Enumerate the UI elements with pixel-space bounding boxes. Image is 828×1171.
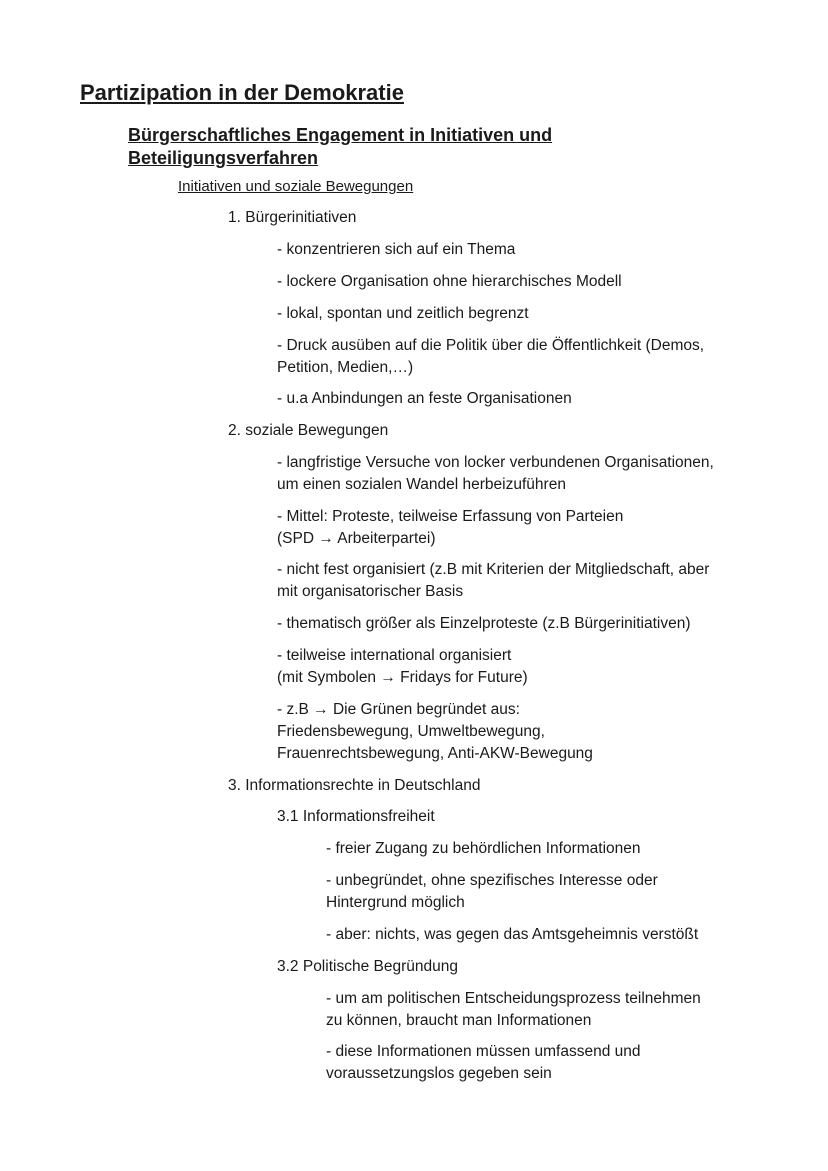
section-subtitle: Initiativen und soziale Bewegungen xyxy=(178,178,414,195)
list-item-continued: voraussetzungslos gegeben sein xyxy=(326,1065,552,1082)
list-item-continued: mit organisatorischer Basis xyxy=(277,583,464,600)
sublist-heading: 3.2 Politische Begründung xyxy=(277,958,458,975)
list-item: - teilweise international organisiert xyxy=(277,647,512,664)
list-item: - Mittel: Proteste, teilweise Erfassung von Parteien xyxy=(277,508,624,525)
section-title-line: Beteiligungsverfahren xyxy=(128,148,319,168)
list-item-continued: Petition, Medien,…) xyxy=(277,359,414,376)
list-heading: 3. Informationsrechte in Deutschland xyxy=(228,777,481,794)
sublist-heading: 3.1 Informationsfreiheit xyxy=(277,808,435,825)
list-item: - langfristige Versuche von locker verbundenen Organisationen, xyxy=(277,454,714,471)
list-item: - nicht fest organisiert (z.B mit Kriterien der Mitgliedschaft, aber xyxy=(277,561,710,578)
section-title-line: Bürgerschaftliches Engagement in Initiativen und xyxy=(128,125,553,145)
section-title xyxy=(128,124,688,170)
list-item: - um am politischen Entscheidungsprozess teilnehmen xyxy=(326,990,701,1007)
list-heading: 1. Bürgerinitiativen xyxy=(228,209,357,226)
list-item: - konzentrieren sich auf ein Thema xyxy=(277,241,516,258)
list-item: - aber: nichts, was gegen das Amtsgeheimnis verstößt xyxy=(326,926,699,943)
list-item-continued: zu können, braucht man Informationen xyxy=(326,1012,592,1029)
list-item-continued: um einen sozialen Wandel herbeizuführen xyxy=(277,476,566,493)
list-item: - thematisch größer als Einzelproteste (z.B Bürgerinitiativen) xyxy=(277,615,691,632)
list-item: - unbegründet, ohne spezifisches Interesse oder xyxy=(326,872,658,889)
list-item-continued: (mit Symbolen → Fridays for Future) xyxy=(277,669,528,686)
list-item-continued: (SPD → Arbeiterpartei) xyxy=(277,530,436,547)
list-item: - lokal, spontan und zeitlich begrenzt xyxy=(277,305,529,322)
list-item: - z.B → Die Grünen begründet aus: xyxy=(277,701,520,718)
page-title: Partizipation in der Demokratie xyxy=(80,80,404,105)
list-item: - Druck ausüben auf die Politik über die Öffentlichkeit (Demos, xyxy=(277,337,705,354)
list-item-continued: Frauenrechtsbewegung, Anti-AKW-Bewegung xyxy=(277,745,593,762)
list-item: - diese Informationen müssen umfassend und xyxy=(326,1043,641,1060)
list-item: - freier Zugang zu behördlichen Informationen xyxy=(326,840,641,857)
list-item: - u.a Anbindungen an feste Organisationen xyxy=(277,390,572,407)
list-item-continued: Friedensbewegung, Umweltbewegung, xyxy=(277,723,545,740)
list-item-continued: Hintergrund möglich xyxy=(326,894,465,911)
list-heading: 2. soziale Bewegungen xyxy=(228,422,389,439)
list-item: - lockere Organisation ohne hierarchisches Modell xyxy=(277,273,622,290)
